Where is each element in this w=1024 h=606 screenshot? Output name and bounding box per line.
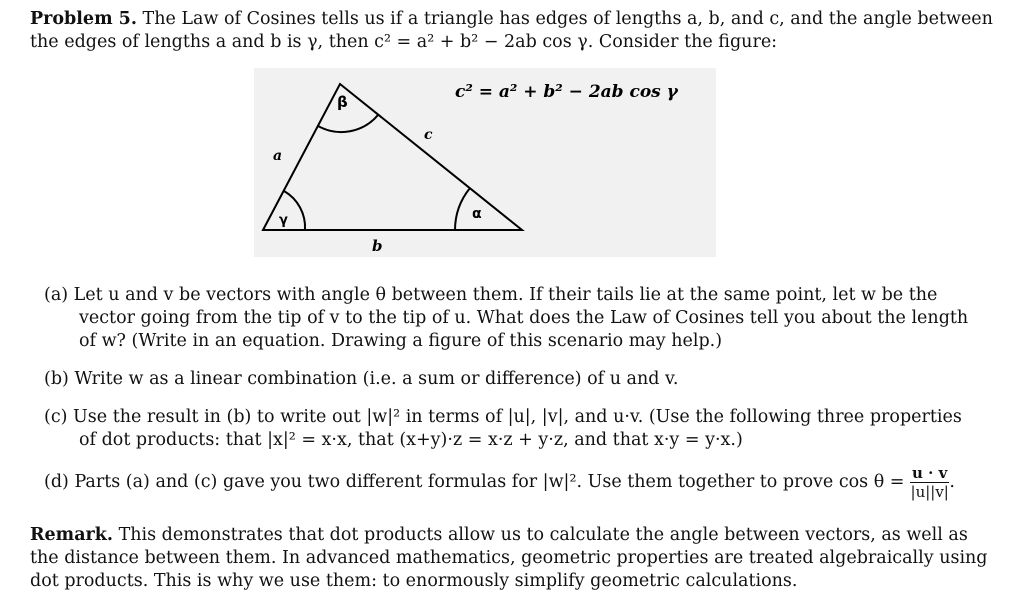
part-d-line-1: (d) Parts (a) and (c) gave you two different formulas for |w|². Use them together to prove cos θ = $\frac{u \cdot v}{|u||v|}$ . — [44, 464, 955, 501]
figure-formula: c² = a² + b² − 2ab cos γ — [455, 82, 678, 102]
part-a-line-1 — [44, 284, 937, 306]
part-c-line-1 — [44, 406, 962, 428]
triangle-svg — [254, 68, 716, 257]
remark-label: Remark. — [30, 525, 113, 545]
part-c-line-2: of dot products: that |x|² = x·x, that (x+y)·z = x·z + y·z, and that x·y = y·x.) — [79, 430, 743, 450]
part-a-line-3: of w? (Write in an equation. Drawing a figure of this scenario may help.) — [79, 331, 723, 351]
part-d-text-1: Parts (a) and (c) gave you two different formulas for |w|². Use them together to prove cos θ = — [74, 472, 905, 492]
fraction-numerator: u · v — [912, 464, 948, 482]
part-c-label: (c) — [44, 407, 68, 427]
triangle-figure — [254, 68, 716, 257]
remark-line-2: the distance between them. In advanced mathematics, geometric properties are treated algebraically using — [30, 548, 988, 568]
part-b-label: (b) — [44, 369, 69, 389]
problem-text-1: The Law of Cosines tells us if a triangle has edges of lengths a, b, and c, and the angle between — [142, 9, 993, 29]
part-a-label: (a) — [44, 285, 69, 305]
cos-theta-fraction — [910, 464, 949, 501]
part-d-label: (d) — [44, 472, 69, 492]
beta-arc — [318, 115, 378, 132]
part-b-line-1 — [44, 368, 678, 390]
remark-line-1 — [30, 524, 968, 546]
problem-line-1 — [30, 8, 993, 30]
b-label: b — [372, 237, 383, 255]
c-label: c — [424, 127, 433, 143]
remark-line-3: dot products. This is why we use them: to enormously simplify geometric calculations. — [30, 571, 798, 591]
part-a-text-1: Let u and v be vectors with angle θ between them. If their tails lie at the same point, let w be the — [73, 285, 938, 305]
problem-label: Problem 5. — [30, 9, 137, 29]
alpha-label: α — [472, 206, 482, 222]
problem-line-2: the edges of lengths a and b is γ, then c² = a² + b² − 2ab cos γ. Consider the figure: — [30, 32, 778, 52]
beta-label: β — [337, 93, 348, 111]
fraction-denominator: |u||v| — [910, 483, 949, 501]
alpha-arc — [455, 188, 470, 230]
remark-text-1: This demonstrates that dot products allow us to calculate the angle between vectors, as well as — [118, 525, 968, 545]
part-b-text-1: Write w as a linear combination (i.e. a sum or difference) of u and v. — [74, 369, 679, 389]
part-c-text-1: Use the result in (b) to write out |w|² in terms of |u|, |v|, and u·v. (Use the following three properties — [73, 407, 962, 427]
a-label: a — [273, 148, 283, 164]
triangle-shape — [263, 84, 522, 230]
gamma-label: γ — [279, 213, 288, 228]
part-a-line-2: vector going from the tip of v to the tip of u. What does the Law of Cosines tell you about the length — [79, 308, 969, 328]
